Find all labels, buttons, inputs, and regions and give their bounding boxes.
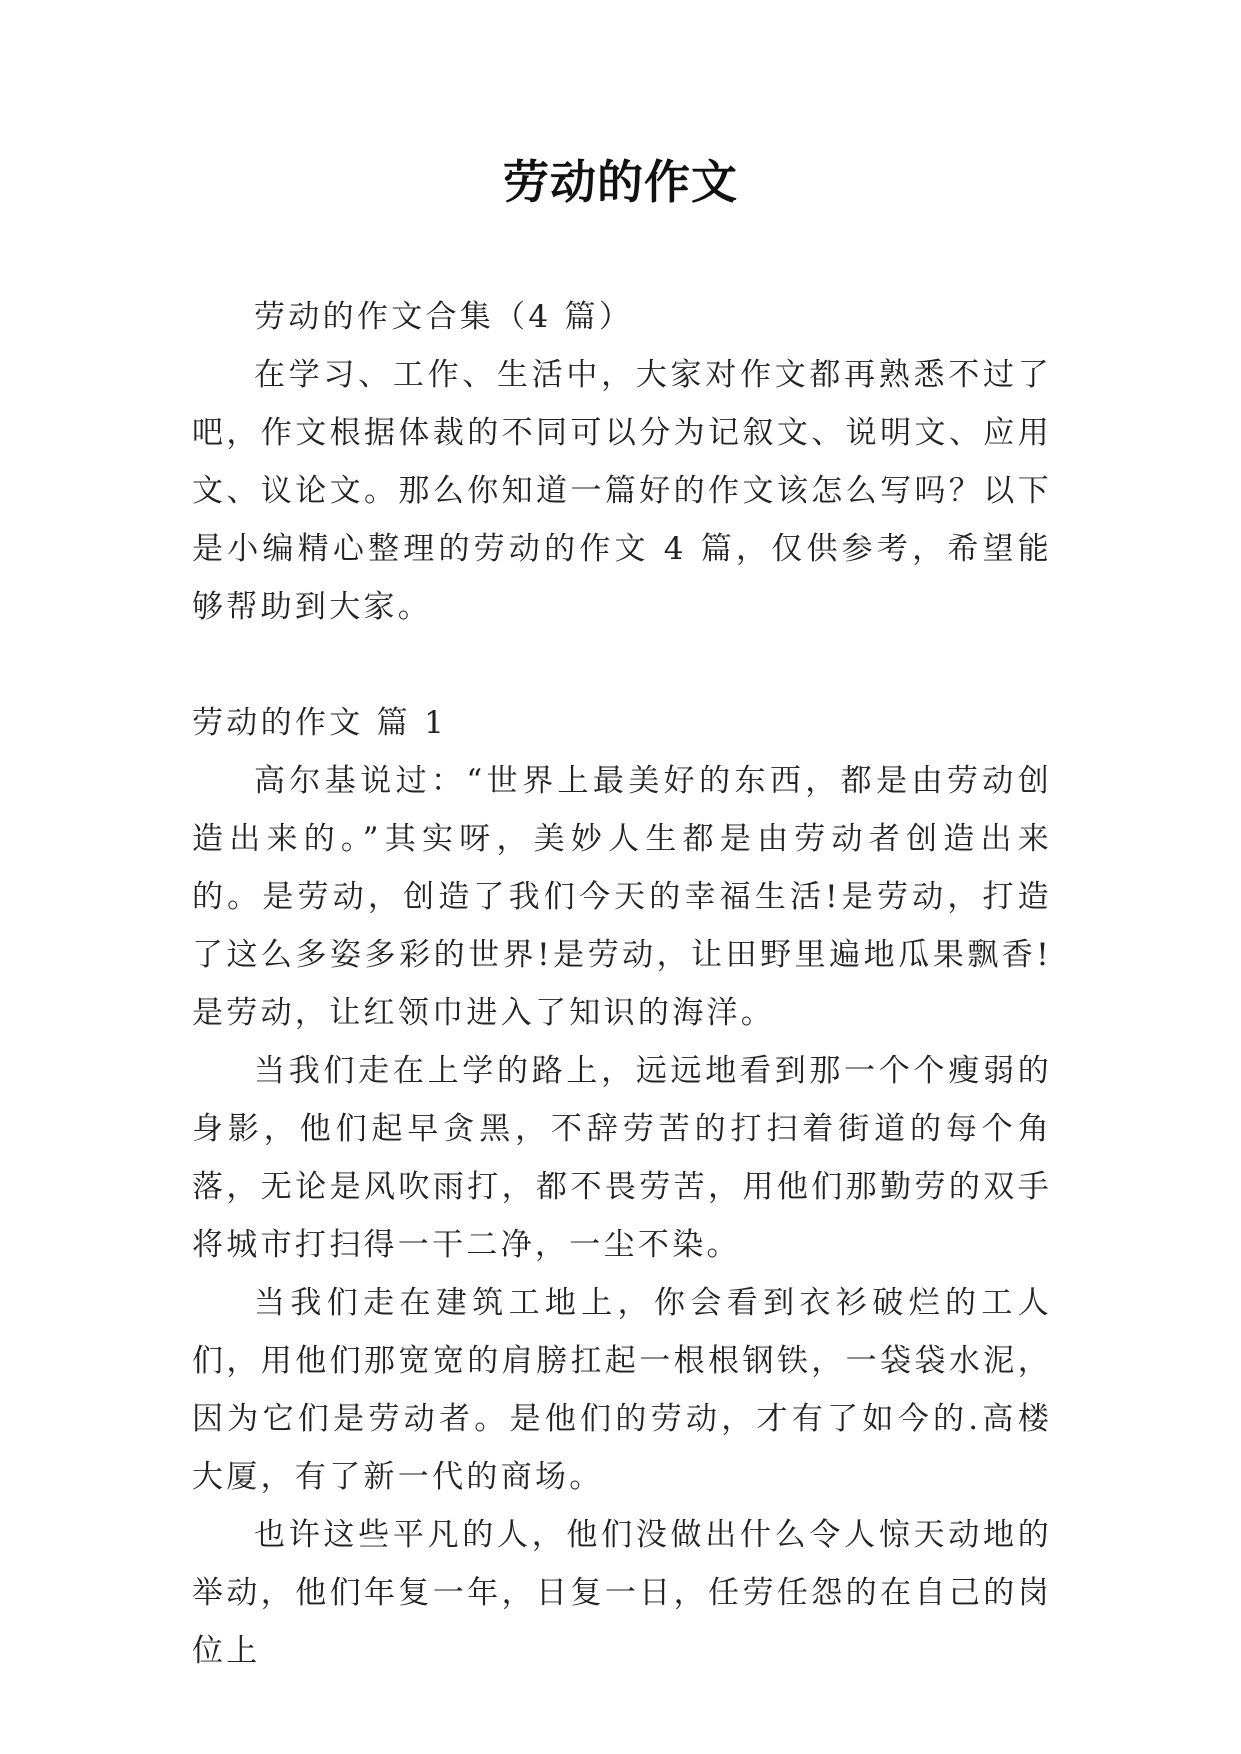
body-paragraph: 当我们走在上学的路上，远远地看到那一个个瘦弱的身影，他们起早贪黑，不辞劳苦的打扫着街道的每个角落，无论是风吹雨打，都不畏劳苦，用他们那勤劳的双手将城市打扫得一干二净，一尘不染。 — [192, 1053, 1052, 1263]
body-paragraph: 高尔基说过：“世界上最美好的东西，都是由劳动创造出来的。”其实呀，美妙人生都是由劳动者创造出来的。是劳动，创造了我们今天的幸福生活!是劳动，打造了这么多姿多彩的世界!是劳动，让田野里遍地瓜果飘香!是劳动，让红领巾进入了知识的海洋。 — [192, 763, 1052, 1031]
body-paragraph: 当我们走在建筑工地上，你会看到衣衫破烂的工人们，用他们那宽宽的肩膀扛起一根根钢铁，一袋袋水泥，因为它们是劳动者。是他们的劳动，才有了如今的.高楼大厦，有了新一代的商场。 — [192, 1285, 1052, 1495]
document-title: 劳动的作文 — [503, 155, 738, 209]
section-heading: 劳动的作文 篇 1 — [192, 705, 448, 741]
collection-subtitle: 劳动的作文合集（4 篇） — [254, 299, 634, 335]
document-body — [192, 288, 1052, 1680]
body-paragraph: 也许这些平凡的人，他们没做出什么令人惊天动地的举动，他们年复一年，日复一日，任劳任怨的在自己的岗位上 — [192, 1517, 1052, 1669]
intro-paragraph: 在学习、工作、生活中，大家对作文都再熟悉不过了吧，作文根据体裁的不同可以分为记叙文、说明文、应用文、议论文。那么你知道一篇好的作文该怎么写吗？以下是小编精心整理的劳动的作文 4 篇，仅供参考，希望能够帮助到大家。 — [192, 357, 1052, 625]
